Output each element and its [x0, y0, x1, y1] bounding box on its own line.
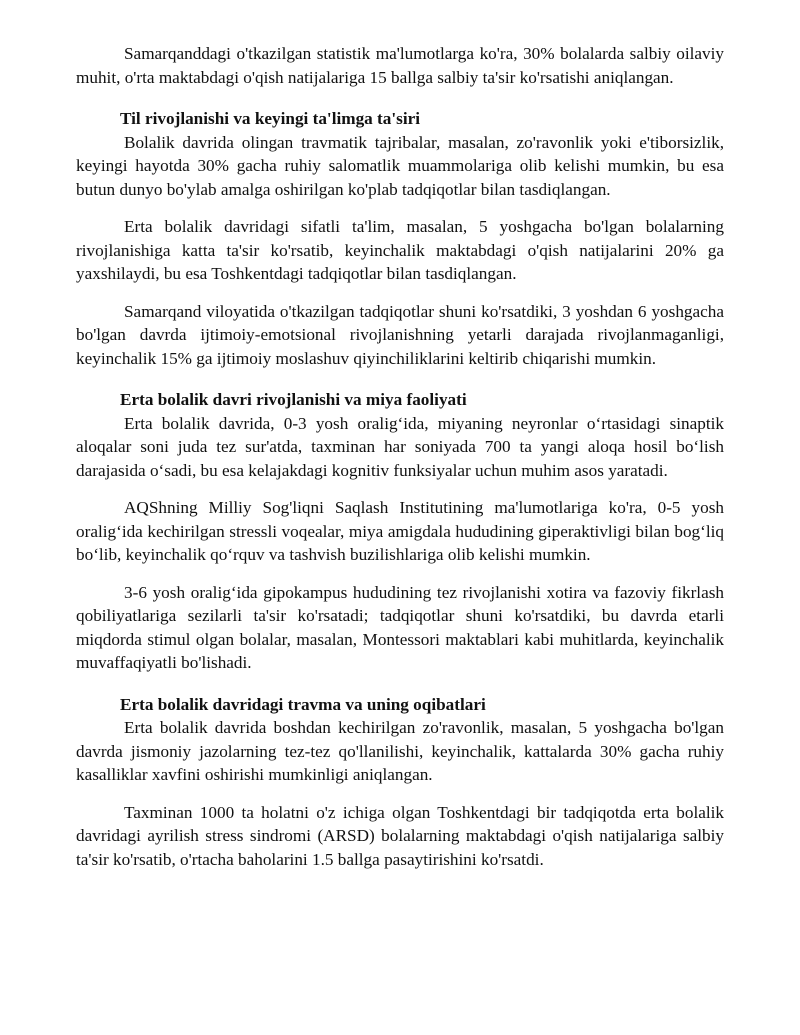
document-page: [76, 42, 724, 885]
paragraph: Taxminan 1000 ta holatni o'z ichiga olgan Toshkentdagi bir tadqiqotda erta bolalik davridagi ayrilish stress sindromi (ARSD) bolalarning maktabdagi o'qish natijalariga salbiy ta'sir ko'rsatib, o'rtacha baholarini 1.5 ballga pasaytirishini ko'rsatdi.: [76, 802, 724, 869]
paragraph: 3-6 yosh oralig‘ida gipokampus hududining tez rivojlanishi xotira va fazoviy fikrlash qobiliyatlariga sezilarli ta'sir ko'rsatadi; tadqiqotlar shuni ko'rsatdiki, bu davrda etarli miqdorda stimul olgan bolalar, masalan, Montessori maktablari kabi muhitlarda, keyinchalik muvaffaqiyatli bo'lishadi.: [76, 582, 724, 672]
paragraph: Erta bolalik davridagi sifatli ta'lim, masalan, 5 yoshgacha bo'lgan bolalarning rivojlanishiga katta ta'sir ko'rsatib, keyinchalik maktabdagi o'qish natijalarini 20% ga yaxshilaydi, bu esa Toshkentdagi tadqiqotlar bilan tasdiqlangan.: [76, 217, 724, 283]
section-heading-language: Til rivojlanishi va keyingi ta'limga ta'siri: [120, 109, 421, 128]
section-heading-brain: Erta bolalik davri rivojlanishi va miya faoliyati: [120, 390, 467, 409]
section-heading-trauma: Erta bolalik davridagi travma va uning oqibatlari: [120, 694, 486, 714]
paragraph: Erta bolalik davrida, 0-3 yosh oralig‘ida, miyaning neyronlar o‘rtasidagi sinaptik aloqalar soni juda tez sur'atda, taxminan har soniyada 700 ta yangi aloqa hosil bo‘lish darajasida o‘sadi, bu esa kelajakdagi kognitiv funksiyalar uchun muhim asos yaratadi.: [76, 413, 724, 480]
paragraph: Bolalik davrida olingan travmatik tajribalar, masalan, zo'ravonlik yoki e'tiborsizlik, keyingi hayotda 30% gacha ruhiy salomatlik muammolariga olib kelishi mumkin, bu esa butun dunyo bo'ylab amalga oshirilgan ko'plab tadqiqotlar bilan tasdiqlangan.: [76, 132, 724, 199]
paragraph: AQShning Milliy Sog'liqni Saqlash Institutining ma'lumotlariga ko'ra, 0-5 yosh oralig‘ida kechirilgan stressli voqealar, miya amigdala hududining giperaktivligi bilan bog‘liq bo‘lib, keyinchalik qo‘rquv va tashvish buzilishlariga olib kelishi mumkin.: [76, 498, 724, 564]
paragraph-intro: Samarqanddagi o'tkazilgan statistik ma'lumotlarga ko'ra, 30% bolalarda salbiy oilaviy muhit, o'rta maktabdagi o'qish natijalariga 15 ballga salbiy ta'sir ko'rsatishi aniqlangan.: [76, 44, 724, 87]
paragraph: Erta bolalik davrida boshdan kechirilgan zo'ravonlik, masalan, 5 yoshgacha bo'lgan davrda jismoniy jazolarning tez-tez qo'llanilishi, keyinchalik, kattalarda 30% gacha ruhiy kasalliklar xavfini oshirishi mumkinligi aniqlangan.: [76, 718, 724, 784]
paragraph: Samarqand viloyatida o'tkazilgan tadqiqotlar shuni ko'rsatdiki, 3 yoshdan 6 yoshgacha bo'lgan davrda ijtimoiy-emotsional rivojlanishning yetarli darajada rivojlanmaganligi, keyinchalik 15% ga ijtimoiy moslashuv qiyinchiliklarini keltirib chiqarishi mumkin.: [76, 301, 724, 368]
